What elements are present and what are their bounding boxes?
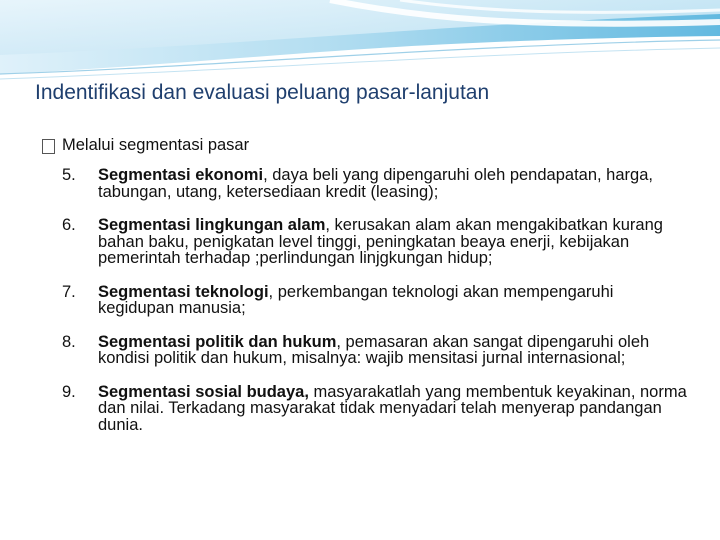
list-item	[62, 167, 692, 200]
item-number: 6.	[62, 216, 76, 234]
item-body	[98, 217, 692, 267]
item-body	[98, 284, 692, 317]
slide-title: Indentifikasi dan evaluasi peluang pasar-lanjutan	[35, 81, 490, 104]
list-item	[62, 284, 692, 317]
item-description: , perkembangan teknologi akan mempengaruhi kegidupan manusia;	[98, 282, 614, 317]
item-term: Segmentasi politik dan hukum	[98, 332, 337, 351]
item-description: , pemasaran akan sangat dipengaruhi oleh kondisi politik dan hukum, misalnya: wajib mensitasi jurnal internasional;	[98, 332, 650, 367]
item-term: Segmentasi ekonomi	[98, 166, 264, 184]
item-description: masyarakatlah yang membentuk keyakinan, norma dan nilai. Terkadang masyarakat tidak menyadari telah menyerap pandangan dunia.	[98, 382, 687, 434]
item-body	[98, 334, 692, 367]
list-item	[62, 334, 692, 367]
item-body	[98, 167, 692, 200]
list-item	[62, 217, 692, 267]
item-number: 8.	[62, 332, 76, 351]
item-term: Segmentasi teknologi	[98, 282, 269, 301]
item-description: , kerusakan alam akan mengakibatkan kurang bahan baku, penigkatan level tinggi, peningkatan beaya enerji, kebijakan pemerintah terhadap ;perlindungan linjgkungan hidup;	[98, 216, 663, 267]
item-number: 7.	[62, 282, 76, 301]
subheading-label: Melalui segmentasi pasar	[62, 136, 250, 154]
numbered-list	[62, 167, 692, 450]
item-number: 5.	[62, 166, 76, 184]
bullet-box-icon	[42, 139, 55, 154]
subheading	[42, 136, 249, 155]
item-description: , daya beli yang dipengaruhi oleh pendapatan, harga, tabungan, utang, ketersediaan kredit (leasing);	[98, 166, 653, 201]
item-term: Segmentasi sosial budaya,	[98, 382, 309, 401]
item-body	[98, 384, 692, 434]
item-term: Segmentasi lingkungan alam	[98, 216, 326, 234]
list-item	[62, 384, 692, 434]
item-number: 9.	[62, 382, 76, 401]
